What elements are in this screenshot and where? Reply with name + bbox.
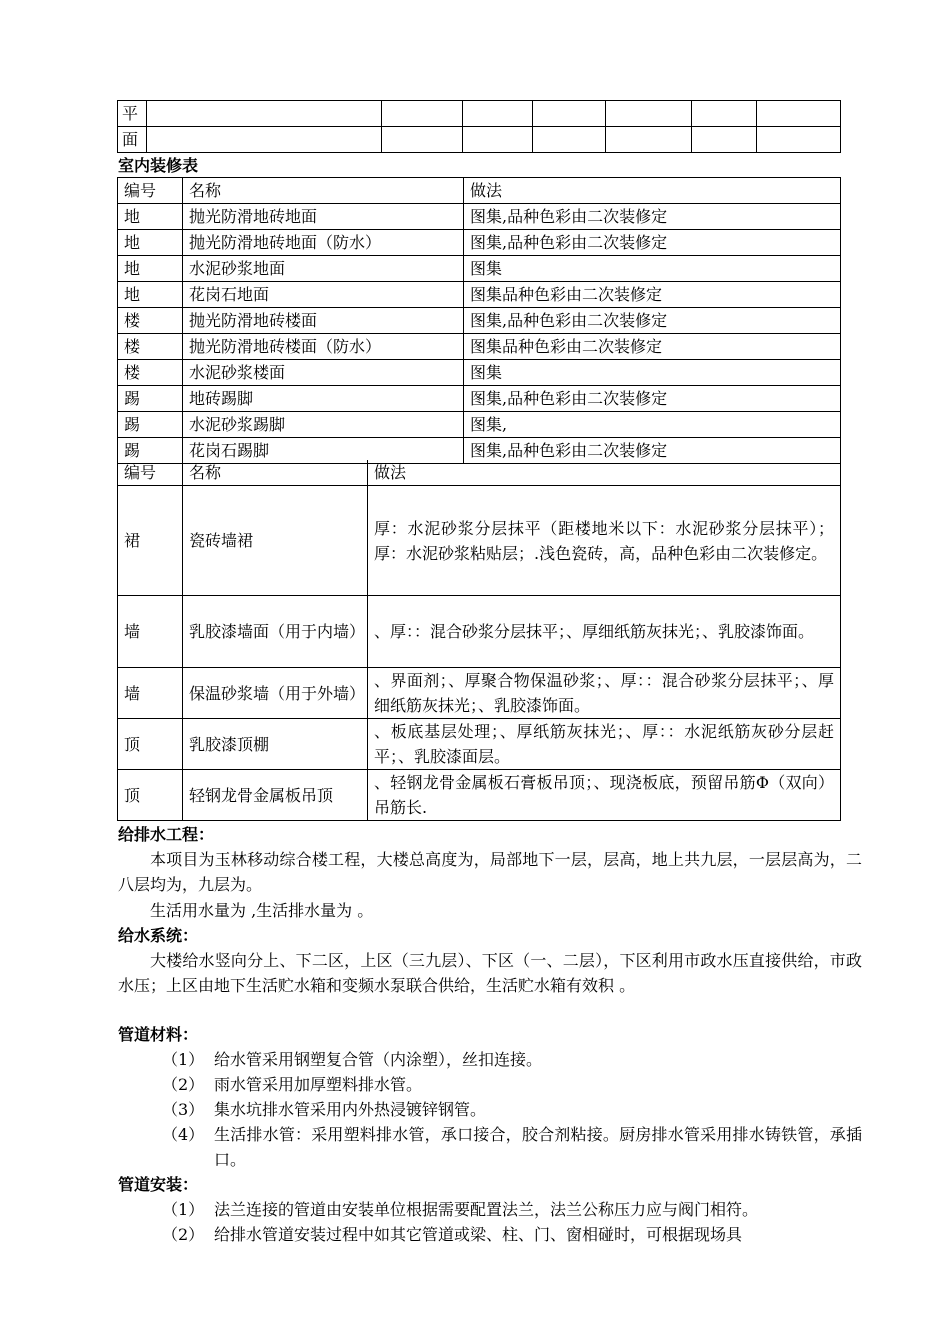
method-cell: 图集,品种色彩由二次装修定	[464, 438, 841, 464]
table-row	[118, 770, 841, 821]
code-cell: 裙	[118, 486, 183, 596]
table-row	[118, 334, 841, 360]
item-number: （2）	[162, 1225, 205, 1244]
name-cell: 抛光防滑地砖地面（防水）	[183, 230, 464, 256]
table-row	[118, 719, 841, 770]
method-cell: 图集	[464, 256, 841, 282]
section-title: 室内装修表	[118, 156, 199, 175]
item-number: （4）	[162, 1125, 205, 1144]
header-cell: 名称	[183, 460, 368, 486]
code-cell: 墙	[118, 596, 183, 668]
code-cell: 顶	[118, 719, 183, 770]
table-row	[118, 204, 841, 230]
supply-heading: 给水系统：	[118, 926, 199, 945]
table-row	[118, 256, 841, 282]
table-row	[118, 282, 841, 308]
water-paragraph-1: 本项目为玉林移动综合楼工程，大楼总高度为，局部地下一层，层高，地上共九层，一层层高为，二八层均为，九层为。	[118, 850, 862, 894]
name-cell: 抛光防滑地砖楼面	[183, 308, 464, 334]
decoration-table-1	[117, 177, 841, 464]
method-cell: 图集,品种色彩由二次装修定	[464, 386, 841, 412]
code-cell: 顶	[118, 770, 183, 821]
method-cell: 图集,品种色彩由二次装修定	[464, 308, 841, 334]
method-cell: 图集品种色彩由二次装修定	[464, 334, 841, 360]
name-cell: 水泥砂浆地面	[183, 256, 464, 282]
item-text: 给水管采用钢塑复合管（内涂塑），丝扣连接。	[214, 1050, 543, 1069]
code-cell: 地	[118, 282, 183, 308]
name-cell: 抛光防滑地砖楼面（防水）	[183, 334, 464, 360]
table-row	[118, 360, 841, 386]
table-header-row	[118, 178, 841, 204]
name-cell: 乳胶漆墙面（用于内墙）	[183, 596, 368, 668]
top-table	[117, 100, 841, 153]
code-cell: 踢	[118, 438, 183, 464]
method-cell: 、厚：：混合砂浆分层抹平；、厚细纸筋灰抹光；、乳胶漆饰面。	[368, 596, 841, 668]
name-cell: 瓷砖墙裙	[183, 486, 368, 596]
item-number: （2）	[162, 1075, 205, 1094]
name-cell: 水泥砂浆楼面	[183, 360, 464, 386]
top-table-cell: 平	[118, 101, 147, 127]
code-cell: 踢	[118, 386, 183, 412]
method-cell: 图集,品种色彩由二次装修定	[464, 204, 841, 230]
code-cell: 墙	[118, 668, 183, 719]
water-paragraph-2: 生活用水量为 ,生活排水量为 。	[150, 901, 374, 920]
code-cell: 踢	[118, 412, 183, 438]
header-cell: 名称	[183, 178, 464, 204]
table-row	[118, 668, 841, 719]
item-text: 法兰连接的管道由安装单位根据需要配置法兰，法兰公称压力应与阀门相符。	[214, 1200, 759, 1219]
decoration-table-2	[117, 460, 841, 821]
top-table-cell: 面	[118, 127, 147, 153]
method-cell: 厚：水泥砂浆分层抹平（距楼地米以下：水泥砂浆分层抹平）；厚：水泥砂浆粘贴层；.浅色瓷砖，高，品种色彩由二次装修定。	[368, 486, 841, 596]
name-cell: 水泥砂浆踢脚	[183, 412, 464, 438]
method-cell: 图集,品种色彩由二次装修定	[464, 230, 841, 256]
table-row	[118, 596, 841, 668]
table-row	[118, 308, 841, 334]
name-cell: 保温砂浆墙（用于外墙）	[183, 668, 368, 719]
code-cell: 地	[118, 230, 183, 256]
water-heading: 给排水工程：	[118, 825, 215, 844]
item-number: （3）	[162, 1100, 205, 1119]
method-cell: 图集品种色彩由二次装修定	[464, 282, 841, 308]
header-cell: 做法	[368, 460, 841, 486]
header-cell: 编号	[118, 178, 183, 204]
name-cell: 地砖踢脚	[183, 386, 464, 412]
name-cell: 花岗石地面	[183, 282, 464, 308]
table-row	[118, 386, 841, 412]
header-cell: 编号	[118, 460, 183, 486]
name-cell: 轻钢龙骨金属板吊顶	[183, 770, 368, 821]
method-cell: 、轻钢龙骨金属板石膏板吊顶；、现浇板底，预留吊筋Φ（双向）吊筋长.	[368, 770, 841, 821]
table-row	[118, 412, 841, 438]
material-heading: 管道材料：	[118, 1025, 199, 1044]
item-text: 生活排水管：采用塑料排水管，承口接合，胶合剂粘接。厨房排水管采用排水铸铁管，承插口。	[214, 1125, 862, 1169]
method-cell: 图集	[464, 360, 841, 386]
code-cell: 楼	[118, 308, 183, 334]
item-text: 雨水管采用加厚塑料排水管。	[214, 1075, 423, 1094]
table-header-row	[118, 460, 841, 486]
method-cell: 、板底基层处理；、厚纸筋灰抹光；、厚：：水泥纸筋灰砂分层赶平；、乳胶漆面层。	[368, 719, 841, 770]
code-cell: 地	[118, 256, 183, 282]
code-cell: 楼	[118, 334, 183, 360]
item-text: 给排水管道安装过程中如其它管道或梁、柱、门、窗相碰时，可根据现场具	[214, 1225, 743, 1244]
name-cell: 抛光防滑地砖地面	[183, 204, 464, 230]
header-cell: 做法	[464, 178, 841, 204]
method-cell: 图集,	[464, 412, 841, 438]
item-number: （1）	[162, 1200, 205, 1219]
name-cell: 乳胶漆顶棚	[183, 719, 368, 770]
name-cell: 花岗石踢脚	[183, 438, 464, 464]
table-row	[118, 230, 841, 256]
method-cell: 、界面剂；、厚聚合物保温砂浆；、厚：：混合砂浆分层抹平；、厚细纸筋灰抹光；、乳胶漆饰面。	[368, 668, 841, 719]
code-cell: 楼	[118, 360, 183, 386]
code-cell: 地	[118, 204, 183, 230]
item-number: （1）	[162, 1050, 205, 1069]
item-text: 集水坑排水管采用内外热浸镀锌钢管。	[214, 1100, 487, 1119]
install-heading: 管道安装：	[118, 1175, 199, 1194]
supply-paragraph: 大楼给水竖向分上、下二区，上区（三九层）、下区（一、二层），下区利用市政水压直接供给，市政水压；上区由地下生活贮水箱和变频水泵联合供给，生活贮水箱有效积 。	[118, 951, 862, 995]
table-row	[118, 486, 841, 596]
